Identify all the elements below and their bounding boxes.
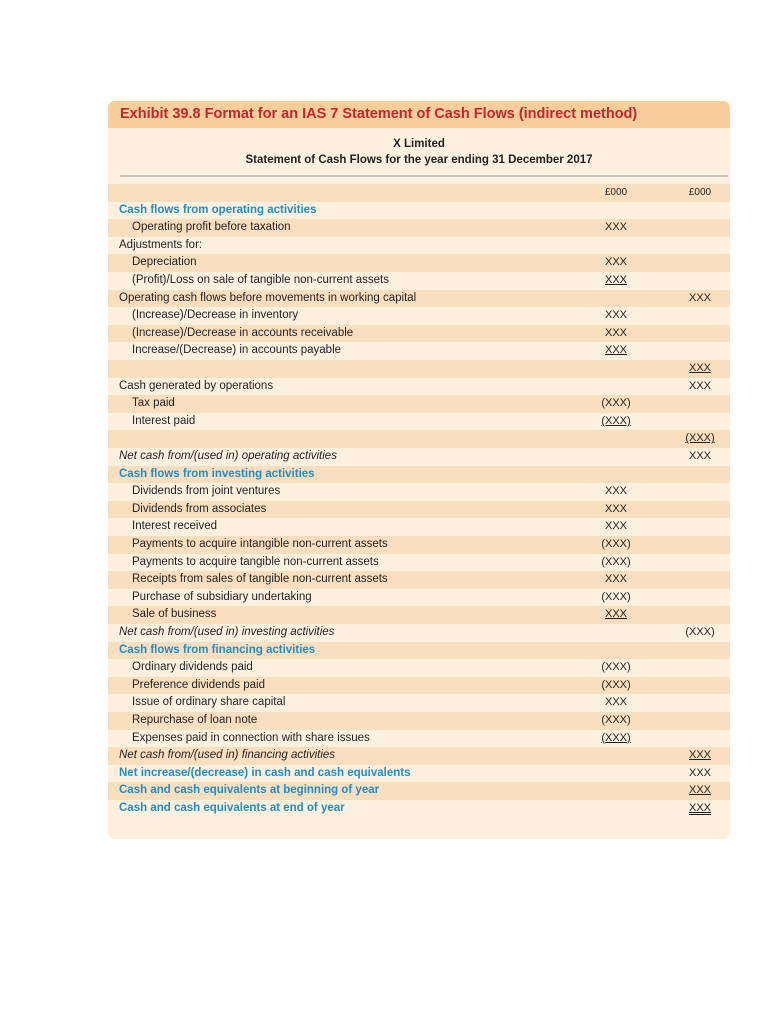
table-row bbox=[108, 677, 730, 695]
table-row bbox=[108, 272, 730, 290]
total-cell: XXX bbox=[688, 362, 711, 374]
row-label: Repurchase of loan note bbox=[132, 714, 258, 726]
table-row bbox=[108, 483, 730, 501]
table-row bbox=[108, 466, 730, 484]
row-label: Operating profit before taxation bbox=[132, 221, 291, 234]
table-row bbox=[108, 184, 730, 202]
total-cell: XXX bbox=[688, 802, 711, 814]
row-label: Tax paid bbox=[132, 397, 175, 410]
amount-cell: (XXX) bbox=[601, 714, 631, 726]
table-row bbox=[108, 694, 730, 712]
amount-cell: XXX bbox=[604, 326, 627, 339]
column-header: £000 bbox=[604, 187, 628, 198]
row-label: Dividends from associates bbox=[132, 502, 267, 515]
row-label: Payments to acquire intangible non-current assets bbox=[132, 538, 388, 550]
row-label: Operating cash flows before movements in working capital bbox=[119, 291, 417, 304]
table-row bbox=[108, 202, 730, 220]
row-label: Cash flows from investing activities bbox=[119, 467, 315, 480]
amount-cell: (XXX) bbox=[601, 678, 631, 691]
row-label: Preference dividends paid bbox=[132, 678, 265, 691]
table-row bbox=[108, 730, 730, 748]
table-row bbox=[108, 325, 730, 343]
amount-cell: XXX bbox=[604, 309, 627, 322]
row-label: Ordinary dividends paid bbox=[132, 661, 253, 674]
row-label: Cash flows from financing activities bbox=[119, 643, 316, 656]
exhibit-panel bbox=[108, 101, 730, 839]
amount-cell: XXX bbox=[604, 608, 627, 621]
table-row bbox=[108, 448, 730, 466]
row-label: Net cash from/(used in) investing activities bbox=[119, 626, 335, 638]
total-cell: (XXX) bbox=[685, 432, 715, 445]
table-row bbox=[108, 219, 730, 237]
row-label: Issue of ordinary share capital bbox=[132, 696, 286, 709]
table-row bbox=[108, 624, 730, 642]
row-label: Net cash from/(used in) financing activities bbox=[119, 749, 336, 762]
row-label: Adjustments for: bbox=[119, 238, 203, 251]
row-label: Expenses paid in connection with share issues bbox=[132, 731, 370, 744]
row-label: Cash and cash equivalents at end of year bbox=[119, 802, 345, 814]
table-row bbox=[108, 571, 730, 589]
table-row bbox=[108, 413, 730, 431]
amount-cell: XXX bbox=[604, 520, 627, 533]
row-label: Net cash from/(used in) operating activities bbox=[119, 450, 337, 462]
table-row bbox=[108, 712, 730, 730]
total-cell: XXX bbox=[688, 766, 711, 779]
total-cell: XXX bbox=[688, 450, 711, 462]
column-header: £000 bbox=[688, 187, 712, 198]
total-cell: (XXX) bbox=[685, 626, 715, 638]
row-label: Payments to acquire tangible non-current assets bbox=[132, 555, 379, 568]
table-row bbox=[108, 360, 730, 378]
total-cell: XXX bbox=[688, 749, 711, 762]
amount-cell: (XXX) bbox=[601, 397, 631, 410]
row-label: Increase/(Decrease) in accounts payable bbox=[132, 344, 342, 357]
table-row bbox=[108, 536, 730, 554]
exhibit-header bbox=[108, 101, 730, 128]
amount-cell: (XXX) bbox=[601, 414, 631, 427]
table-row bbox=[108, 430, 730, 448]
amount-cell: (XXX) bbox=[601, 538, 631, 550]
amount-cell: (XXX) bbox=[601, 661, 631, 674]
amount-cell: XXX bbox=[604, 696, 627, 709]
row-label: Interest received bbox=[132, 520, 218, 533]
row-label: Cash and cash equivalents at beginning of year bbox=[119, 784, 380, 797]
table-row bbox=[108, 290, 730, 308]
amount-cell: (XXX) bbox=[601, 590, 631, 603]
amount-cell: XXX bbox=[604, 485, 627, 498]
table-row bbox=[108, 518, 730, 536]
amount-cell: XXX bbox=[604, 274, 627, 286]
row-label: Receipts from sales of tangible non-current assets bbox=[132, 573, 388, 586]
amount-cell: (XXX) bbox=[601, 555, 631, 568]
amount-cell: XXX bbox=[604, 573, 627, 586]
table-row bbox=[108, 606, 730, 624]
amount-cell: XXX bbox=[604, 256, 627, 269]
table-row bbox=[108, 642, 730, 660]
row-label: Net increase/(decrease) in cash and cash equivalents bbox=[119, 766, 411, 779]
table-row bbox=[108, 782, 730, 800]
row-label: Interest paid bbox=[132, 414, 196, 427]
table-row bbox=[108, 501, 730, 519]
total-cell: XXX bbox=[688, 784, 711, 797]
row-label: Purchase of subsidiary undertaking bbox=[132, 590, 312, 603]
company-name: X Limited bbox=[393, 138, 445, 150]
row-label: Depreciation bbox=[132, 256, 197, 269]
row-label: Cash flows from operating activities bbox=[119, 203, 317, 216]
table-row bbox=[108, 800, 730, 818]
table-row bbox=[108, 307, 730, 325]
table-row bbox=[108, 378, 730, 396]
exhibit-title: Exhibit 39.8 Format for an IAS 7 Statement of Cash Flows (indirect method) bbox=[120, 106, 638, 122]
amount-cell: XXX bbox=[604, 344, 627, 357]
amount-cell: XXX bbox=[604, 221, 627, 234]
total-cell: XXX bbox=[688, 291, 711, 304]
amount-cell: XXX bbox=[604, 502, 627, 515]
table-row bbox=[108, 554, 730, 572]
table-row bbox=[108, 395, 730, 413]
table-row bbox=[108, 237, 730, 255]
row-label: Cash generated by operations bbox=[119, 379, 274, 392]
table-row bbox=[108, 589, 730, 607]
table-row bbox=[108, 659, 730, 677]
row-label: (Increase)/Decrease in inventory bbox=[132, 309, 299, 322]
table-row bbox=[108, 765, 730, 783]
amount-cell: (XXX) bbox=[601, 731, 631, 744]
row-label: Sale of business bbox=[132, 608, 217, 621]
row-label: (Increase)/Decrease in accounts receivable bbox=[132, 326, 354, 339]
table-row bbox=[108, 747, 730, 765]
table-row bbox=[108, 342, 730, 360]
total-cell: XXX bbox=[688, 379, 711, 392]
table-row bbox=[108, 254, 730, 272]
header-divider bbox=[120, 175, 728, 177]
row-label: (Profit)/Loss on sale of tangible non-current assets bbox=[132, 274, 389, 286]
statement-title: Statement of Cash Flows for the year ending 31 December 2017 bbox=[245, 154, 593, 166]
row-label: Dividends from joint ventures bbox=[132, 485, 281, 498]
